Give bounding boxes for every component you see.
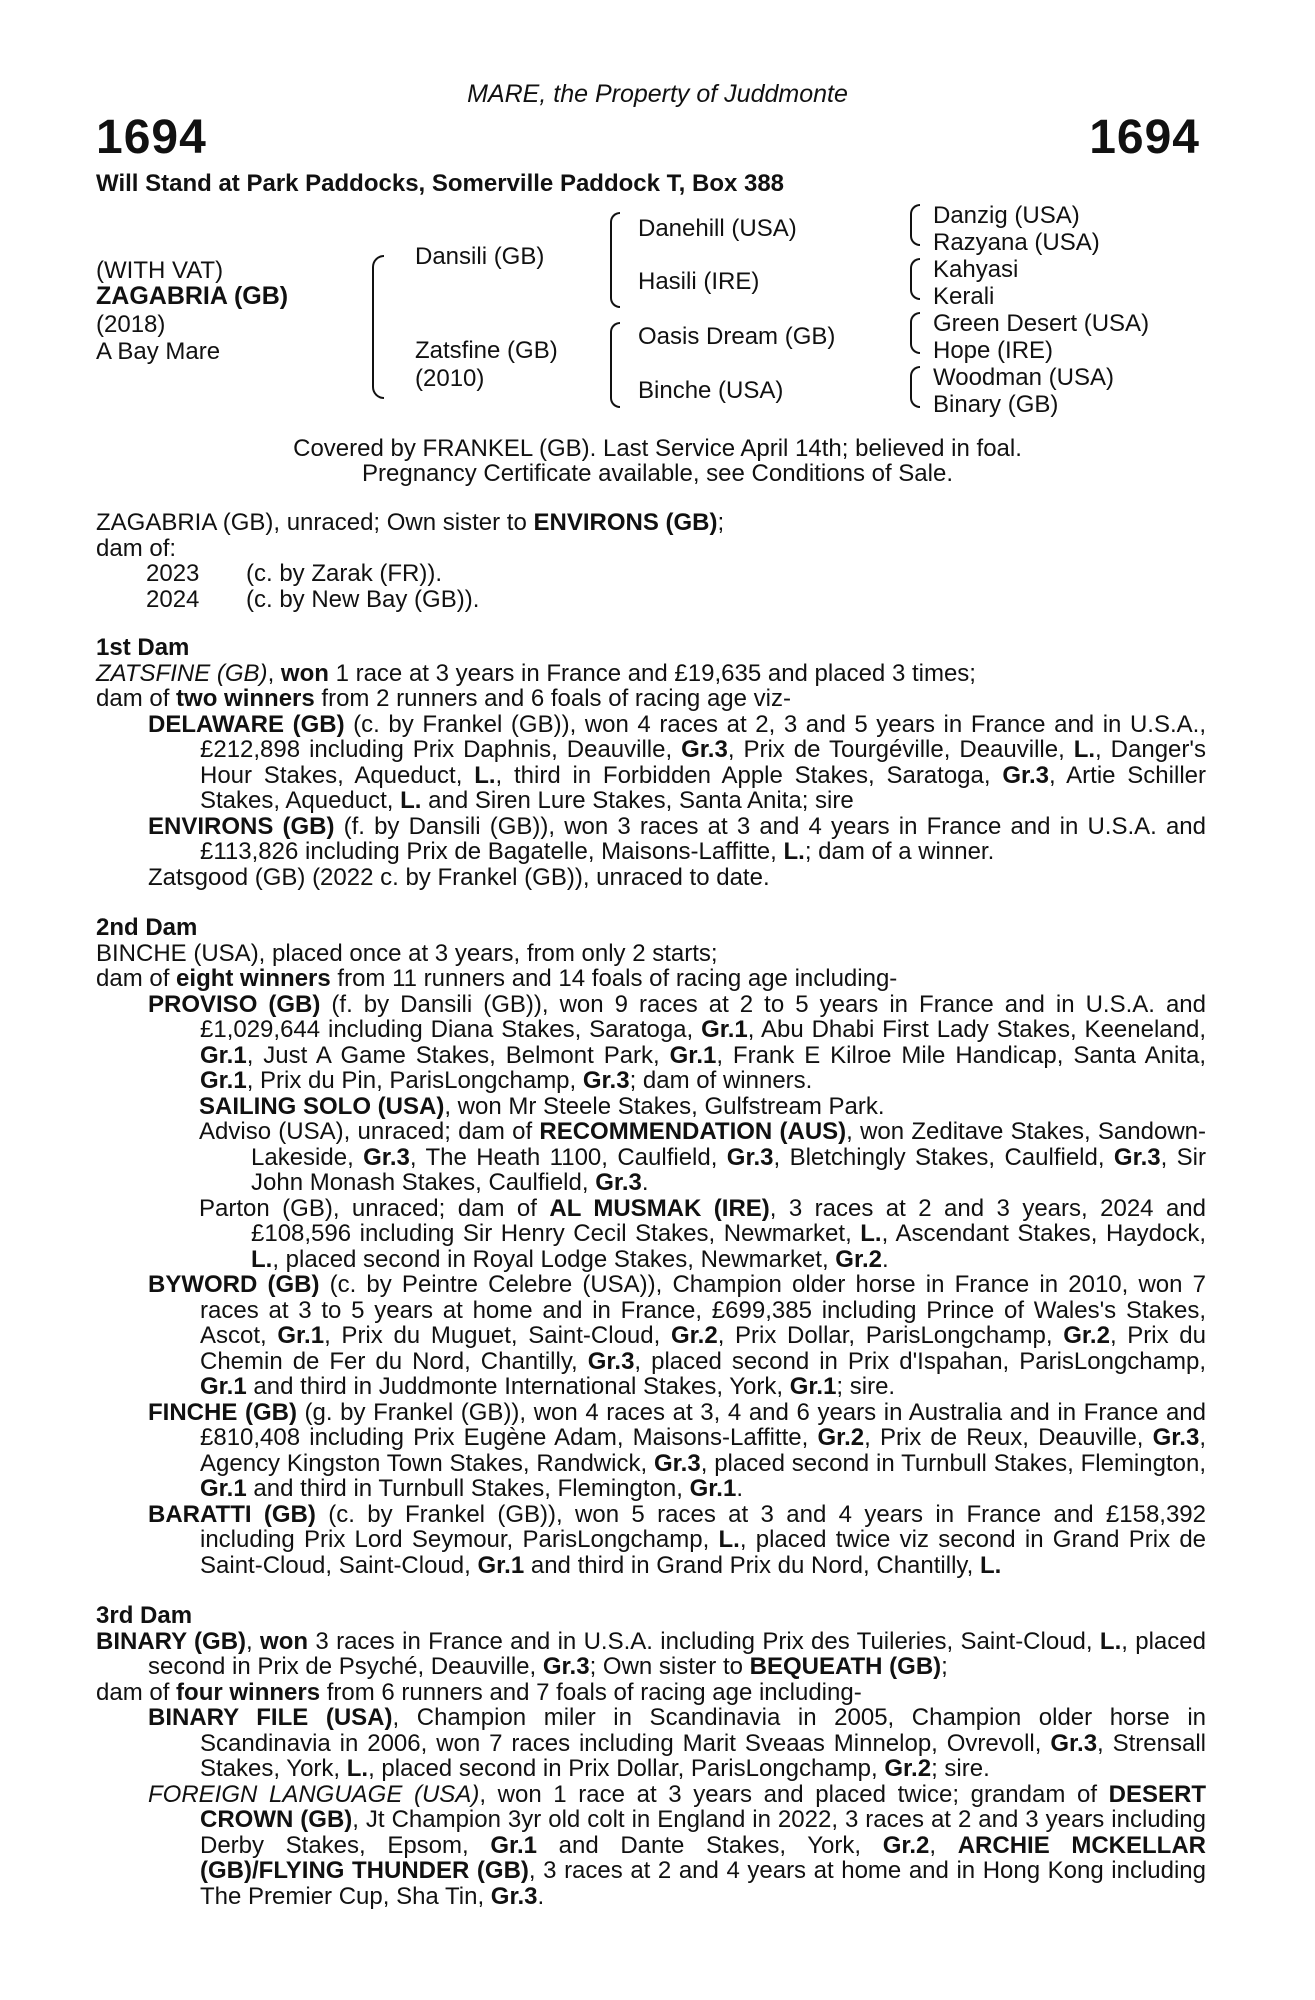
brace-ss	[910, 204, 920, 246]
third-dam-summary: BINARY (GB), won 3 races in France and in U.S.A. including Prix des Tuileries, Saint-Cloud, L., placed second in Prix de Psyché, Deauville, Gr.3; Own sister to BEQUEATH (GB);	[96, 1627, 1206, 1680]
progeny-environs: ENVIRONS (GB) (f. by Dansili (GB)), won 3 races at 3 and 4 years in France and in U.S.A. and £113,826 including Prix de Bagatelle, Maisons-Laffitte, L.; dam of a winner.	[148, 812, 1206, 865]
sire-sire: Danehill (USA)	[638, 215, 797, 242]
brace-ds	[910, 312, 920, 354]
horse-name: ZAGABRIA (GB)	[96, 282, 289, 310]
brace-dd	[910, 366, 920, 408]
progeny-delaware: DELAWARE (GB) (c. by Frankel (GB)), won 4 races at 2, 3 and 5 years in France and in U.S.A., £212,898 including Prix Daphnis, Deauville, Gr.3, Prix de Tourgéville, Deauville, L., Danger's Hour Stakes, Aqueduct, L., third in Forbidden Apple Stakes, Saratoga, Gr.3, Artie Schiller Stakes, Aqueduct, L. and Siren Lure Stakes, Santa Anita; sire	[148, 710, 1206, 814]
ss-dam: Razyana (USA)	[933, 229, 1100, 256]
stand-location: Will Stand at Park Paddocks, Somerville Paddock T, Box 388	[96, 170, 785, 197]
dam-sire: Oasis Dream (GB)	[638, 323, 836, 350]
pregnancy-note: Pregnancy Certificate available, see Conditions of Sale.	[362, 460, 953, 487]
progeny-foreign-language: FOREIGN LANGUAGE (USA), won 1 race at 3 years and placed twice; grandam of DESERT CROWN (GB), Jt Champion 3yr old colt in England in 2022, 3 races at 2 and 3 years including Derby Stakes, Epsom, Gr.1 and Dante Stakes, York, Gr.2, ARCHIE MCKELLAR (GB)/FLYING THUNDER (GB), 3 races at 2 and 4 years at home and in Hong Kong including The Premier Cup, Sha Tin, Gr.3.	[148, 1780, 1207, 1910]
first-dam-summary: ZATSFINE (GB), won 1 race at 3 years in France and £19,635 and placed 3 times;	[96, 659, 976, 687]
covered-note: Covered by FRANKEL (GB). Last Service April 14th; believed in foal.	[293, 435, 1022, 462]
first-dam-dam-of: dam of two winners from 2 runners and 6 foals of racing age viz-	[96, 685, 791, 712]
produce-section	[96, 510, 1206, 612]
second-dam-heading: 2nd Dam	[96, 914, 198, 941]
sd-dam: Kerali	[933, 283, 995, 310]
dd-sire: Woodman (USA)	[933, 364, 1114, 391]
lot-number-right: 1694	[1089, 111, 1200, 164]
ds-dam: Hope (IRE)	[933, 337, 1054, 364]
brace-dam	[610, 322, 620, 408]
sd-sire: Kahyasi	[933, 256, 1019, 283]
progeny-baratti: BARATTI (GB) (c. by Frankel (GB)), won 5 races at 3 and 4 years in France and £158,392 including Prix Lord Seymour, ParisLongchamp, L., placed twice viz second in Grand Prix de Saint-Cloud, Saint-Cloud, Gr.1 and third in Grand Prix du Nord, Chantilly, L.	[148, 1500, 1207, 1579]
vat-note: (WITH VAT)	[96, 257, 224, 284]
sire: Dansili (GB)	[415, 243, 545, 270]
produce-dam-of: dam of:	[96, 534, 177, 562]
sire-dam: Hasili (IRE)	[638, 268, 760, 295]
second-dam-section	[96, 915, 1206, 1578]
ds-sire: Green Desert (USA)	[933, 310, 1150, 337]
brace-main	[372, 255, 384, 399]
produce-foals	[146, 561, 479, 612]
progeny-finche: FINCHE (GB) (g. by Frankel (GB)), won 4 races at 3, 4 and 6 years in Australia and in France and £810,408 including Prix Eugène Adam, Maisons-Laffitte, Gr.2, Prix de Reux, Deauville, Gr.3, Agency Kingston Town Stakes, Randwick, Gr.3, placed second in Turnbull Stakes, Flemington, Gr.1 and third in Turnbull Stakes, Flemington, Gr.1.	[148, 1398, 1207, 1502]
progeny-sailing-solo: SAILING SOLO (USA), won Mr Steele Stakes, Gulfstream Park.	[199, 1092, 885, 1120]
third-dam-heading: 3rd Dam	[96, 1602, 193, 1629]
brace-sire	[610, 212, 620, 308]
first-dam-heading: 1st Dam	[96, 634, 190, 661]
progeny-zatsgood: Zatsgood (GB) (2022 c. by Frankel (GB)), unraced to date.	[148, 863, 770, 891]
dd-dam: Binary (GB)	[933, 391, 1059, 418]
dam-dam: Binche (USA)	[638, 377, 784, 404]
progeny-proviso: PROVISO (GB) (f. by Dansili (GB)), won 9 races at 2 to 5 years in France and in U.S.A. and £1,029,644 including Diana Stakes, Saratoga, Gr.1, Abu Dhabi First Lady Stakes, Keeneland, Gr.1, Just A Game Stakes, Belmont Park, Gr.1, Frank E Kilroe Mile Handicap, Santa Anita, Gr.1, Prix du Pin, ParisLongchamp, Gr.3; dam of winners.	[148, 990, 1207, 1094]
list-item: 2023 (c. by Zarak (FR)).	[146, 560, 442, 587]
catalogue-subtitle: MARE, the Property of Juddmonte	[467, 80, 848, 108]
first-dam-section	[96, 635, 1206, 890]
progeny-byword: BYWORD (GB) (c. by Peintre Celebre (USA)), Champion older horse in France in 2010, won 7 races at 3 to 5 years at home and in France, £699,385 including Prince of Wales's Stakes, Ascot, Gr.1, Prix du Muguet, Saint-Cloud, Gr.2, Prix Dollar, ParisLongchamp, Gr.2, Prix du Chemin de Fer du Nord, Chantilly, Gr.3, placed second in Prix d'Ispahan, ParisLongchamp, Gr.1 and third in Juddmonte International Stakes, York, Gr.1; sire.	[148, 1271, 1206, 1400]
lot-number-left: 1694	[96, 111, 207, 164]
second-dam-dam-of: dam of eight winners from 11 runners and 14 foals of racing age including-	[96, 965, 898, 992]
ss-sire: Danzig (USA)	[933, 202, 1080, 229]
third-dam-section	[96, 1603, 1206, 1909]
list-item: 2024 (c. by New Bay (GB)).	[146, 585, 480, 613]
brace-sd	[910, 258, 920, 300]
third-dam-dam-of: dam of four winners from 6 runners and 7 foals of racing age including-	[96, 1678, 862, 1706]
progeny-binary-file: BINARY FILE (USA), Champion miler in Scandinavia in 2005, Champion older horse in Scandinavia in 2006, won 7 races including Marit Sveaas Minnelop, Ovrevoll, Gr.3, Strensall Stakes, York, L., placed second in Prix Dollar, ParisLongchamp, Gr.2; sire.	[148, 1704, 1207, 1782]
dam: Zatsfine (GB)	[415, 337, 558, 364]
dam-year: (2010)	[415, 365, 485, 392]
progeny-parton: Parton (GB), unraced; dam of AL MUSMAK (IRE), 3 races at 2 and 3 years, 2024 and £108,596 including Sir Henry Cecil Stakes, Newmarket, L., Ascendant Stakes, Haydock, L., placed second in Royal Lodge Stakes, Newmarket, Gr.2.	[199, 1194, 1207, 1273]
second-dam-summary: BINCHE (USA), placed once at 3 years, from only 2 starts;	[96, 939, 718, 967]
horse-year: (2018)	[96, 311, 166, 338]
progeny-adviso: Adviso (USA), unraced; dam of RECOMMENDATION (AUS), won Zeditave Stakes, Sandown-Lakeside, Gr.3, The Heath 1100, Caulfield, Gr.3, Bletchingly Stakes, Caulfield, Gr.3, Sir John Monash Stakes, Caulfield, Gr.3.	[199, 1118, 1207, 1196]
horse-description: A Bay Mare	[96, 338, 221, 365]
produce-intro: ZAGABRIA (GB), unraced; Own sister to ENVIRONS (GB);	[96, 509, 725, 536]
